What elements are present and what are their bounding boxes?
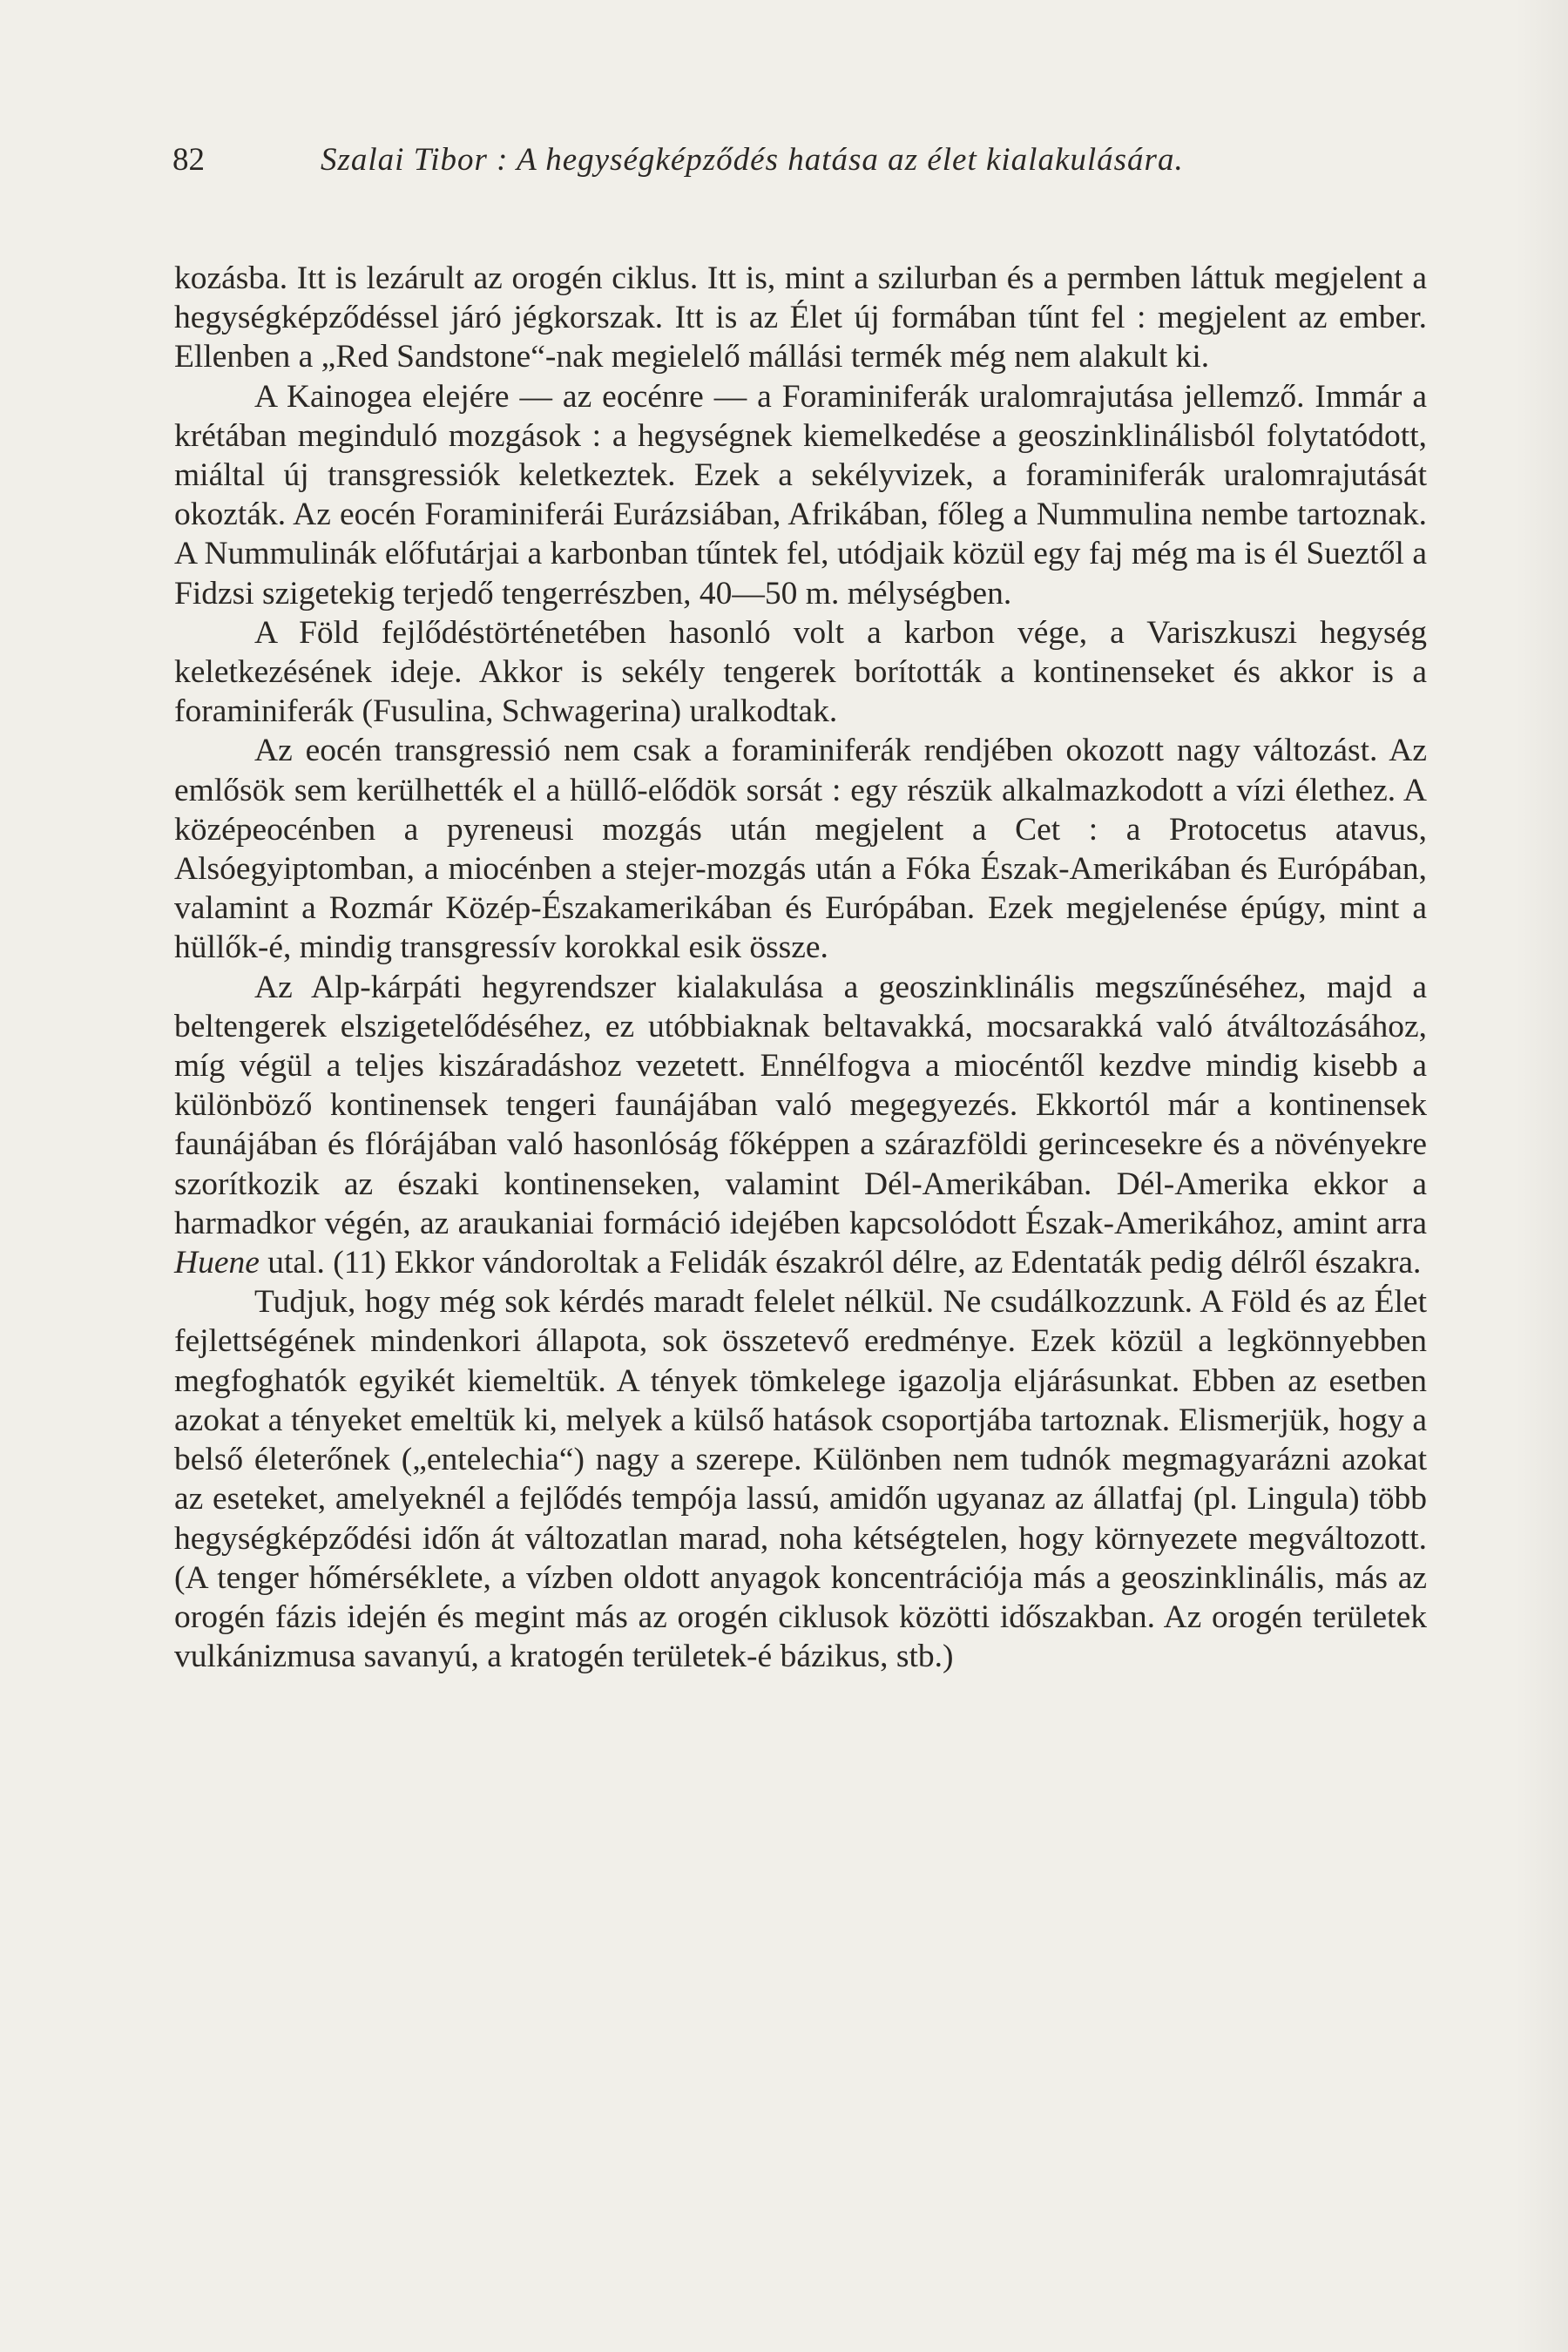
body-text — [174, 259, 1427, 1676]
paragraph: Az eocén transgressió nem csak a foraminiferák rendjében okozott nagy változást. Az emlősök sem kerülhették el a hüllő-elődök sorsát : egy részük alkalmazkodott a vízi élethez. A középeocénben a pyreneusi mozgás után megjelent a Cet : a Protocetus atavus, Alsóegyiptomban, a miocénben a stejer-mozgás után a Fóka Észak-Amerikában és Európában, valamint a Rozmár Közép-Északamerikában és Európában. Ezek megjelenése épúgy, mint a hüllők-é, mindig transgressív korokkal esik össze. — [174, 733, 1427, 966]
paragraph-text: utal. (11) Ekkor vándoroltak a Felidák északról délre, az Edentaták pedig délről északra. — [259, 1245, 1422, 1281]
running-title: Szalai Tibor : A hegységképződés hatása az élet kialakulására. — [321, 142, 1184, 178]
page-edge-shadow — [1516, 0, 1568, 2352]
page-number: 82 — [172, 142, 205, 178]
paragraph — [174, 968, 1427, 1283]
running-head — [172, 141, 1427, 179]
paragraph: A Föld fejlődéstörténetében hasonló volt a karbon vége, a Variszkuszi hegység keletkezésének ideje. Akkor is sekély tengerek borították a kontinenseket és akkor is a foraminiferák (Fusulina, Schwagerina) uralkodtak. — [174, 614, 1427, 730]
paragraph: A Kainogea elejére — az eocénre — a Foraminiferák uralomrajutása jellemző. Immár a krétában meginduló mozgások : a hegységnek kiemelkedése a geoszinklinálisból folytatódott, miáltal új transgressiók keletkeztek. Ezek a sekélyvizek, a foraminiferák uralomrajutását okozták. Az eocén Foraminiferái Eurázsiában, Afrikában, főleg a Nummulina nembe tartoznak. A Nummulinák előfutárjai a karbonban tűntek fel, utódjaik közül egy faj még ma is él Sueztől a Fidzsi szigetekig terjedő tengerrészben, 40—50 m. mélységben. — [174, 378, 1427, 612]
author-name-emphasis: Huene — [174, 1245, 260, 1281]
paragraph-text: Az Alp-kárpáti hegyrendszer kialakulása a geoszinklinális megszűnéséhez, majd a beltengerek elszigetelődéséhez, ez utóbbiaknak beltavakká, mocsarakká való átváltozásához, míg végül a teljes kiszáradáshoz vezetett. Ennélfogva a miocéntől kezdve mindig kisebb a különböző kontinensek tengeri faunájában való megegyezés. Ekkortól már a kontinensek faunájában és flórájában való hasonlóság főképpen a szárazföldi gerincesekre és a növényekre szorítkozik az északi kontinenseken, valamint Dél-Amerikában. Dél-Amerika ekkor a harmadkor végén, az araukaniai formáció idejében kapcsolódott Észak-Amerikához, amint arra — [174, 969, 1427, 1241]
paragraph: Tudjuk, hogy még sok kérdés maradt felelet nélkül. Ne csudálkozzunk. A Föld és az Élet fejlettségének mindenkori állapota, sok összetevő eredménye. Ezek közül a legkönnyebben megfoghatók egyikét kiemeltük. A tények tömkelege igazolja eljárásunkat. Ebben az esetben azokat a tényeket emeltük ki, melyek a külső hatások csoportjába tartoznak. Elismerjük, hogy a belső életerőnek („entelechia“) nagy a szerepe. Különben nem tudnók megmagyarázni azokat az eseteket, amelyeknél a fejlődés tempója lassú, amidőn ugyanaz az állatfaj (pl. Lingula) több hegységképződési időn át változatlan marad, noha kétségtelen, hogy környezete megváltozott. (A tenger hőmérséklete, a vízben oldott anyagok koncentrációja más a geoszinklinális, más az orogén fázis idején és megint más az orogén ciklusok közötti időszakban. Az orogén területek vulkánizmusa savanyú, a kratogén területek-é bázikus, stb.) — [174, 1284, 1427, 1675]
paragraph: kozásba. Itt is lezárult az orogén ciklus. Itt is, mint a szilurban és a permben láttuk megjelent a hegységképződéssel járó jégkorszak. Itt is az Élet új formában tűnt fel : megjelent az ember. Ellenben a „Red Sandstone“-nak megielelő mállási termék még nem alakult ki. — [174, 260, 1427, 375]
